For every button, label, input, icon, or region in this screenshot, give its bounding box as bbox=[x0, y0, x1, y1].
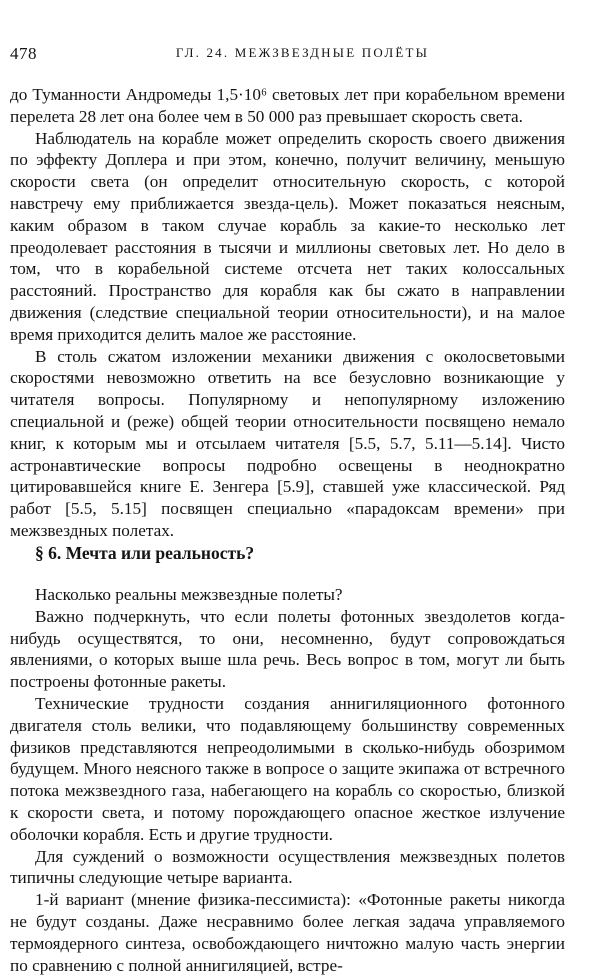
section-heading: § 6. Мечта или реальность? bbox=[35, 543, 255, 563]
page-number: 478 bbox=[10, 44, 37, 63]
paragraph-four-variants: Для суждений о возможности осуществления межзвездных полетов типичны следующие четыре варианта. bbox=[10, 846, 565, 888]
paragraph-continuation: до Туманности Андромеды 1,5·10⁶ световых лет при корабельном времени перелета 28 лет она более чем в 50 000 раз превышает скорость света. bbox=[10, 85, 565, 126]
paragraph-photon-ships: Важно подчеркнуть, что если полеты фотонных звездолетов когда-нибудь осуществятся, то они, несомненно, будут сопровождаться явлениями, о которых выше шла речь. Весь вопрос в том, могут ли быть построены фотонные ракеты. bbox=[10, 606, 565, 692]
paragraph-doppler: Наблюдатель на корабле может определить скорость своего движения по эффекту Доплера и при этом, конечно, получит величину, меньшую скорости света (он определит относительную скорость, с которой навстречу ему приближается звезда-цель). Может показаться неясным, каким образом в таком случае корабль за какие-то несколько лет преодолевает расстояния в тысячи и миллионы световых лет. Но дело в том, что в корабельной системе отсчета нет таких колоссальных расстояний. Пространство для корабля как бы сжато в направлении движения (следствие специальной теории относительности), и на малое время приходится делить малое же расстояние. bbox=[10, 128, 565, 344]
paragraph-technical-difficulties: Технические трудности создания аннигиляционного фотонного двигателя столь велики, что подавляющему большинству современных физиков представляются непреодолимыми в сколько-нибудь обозримом будущем. Много неясного также в вопросе о защите экипажа от встречного потока межзвездного газа, набегающего на корабль со скоростью, близкой к скорости света, и потому порождающего опасное жесткое излучение оболочки корабля. Есть и другие трудности. bbox=[10, 693, 565, 844]
paragraph-references: В столь сжатом изложении механики движения с околосветовыми скоростями невозможно ответить на все безусловно возникающие у читателя вопросы. Популярному и непопулярному изложению специальной и (реже) общей теории относительности посвящено немало книг, к которым мы и отсылаем читателя [5.5, 5.7, 5.11—5.14]. Чисто астронавтические вопросы подробно освещены в неоднократно цитировавшейся книге Е. Зенгера [5.9], ставшей уже классической. Ряд работ [5.5, 5.15] посвящен специально «парадоксам времени» при межзвездных полетах. bbox=[10, 346, 565, 540]
paragraph-question: Насколько реальны межзвездные полеты? bbox=[35, 585, 343, 604]
body-text-bottom bbox=[10, 584, 565, 976]
paragraph-variant-1: 1-й вариант (мнение физика-пессимиста): «Фотонные ракеты никогда не будут созданы. Даже несравнимо более легкая задача управляемого термоядерного синтеза, освобождающего ничтожно малую часть энергии по сравнению с полной аннигиляцией, встре- bbox=[10, 890, 565, 975]
page-header bbox=[10, 44, 565, 68]
body-text-top bbox=[10, 84, 565, 542]
running-title: ГЛ. 24. МЕЖЗВЕЗДНЫЕ ПОЛЁТЫ bbox=[175, 45, 430, 60]
